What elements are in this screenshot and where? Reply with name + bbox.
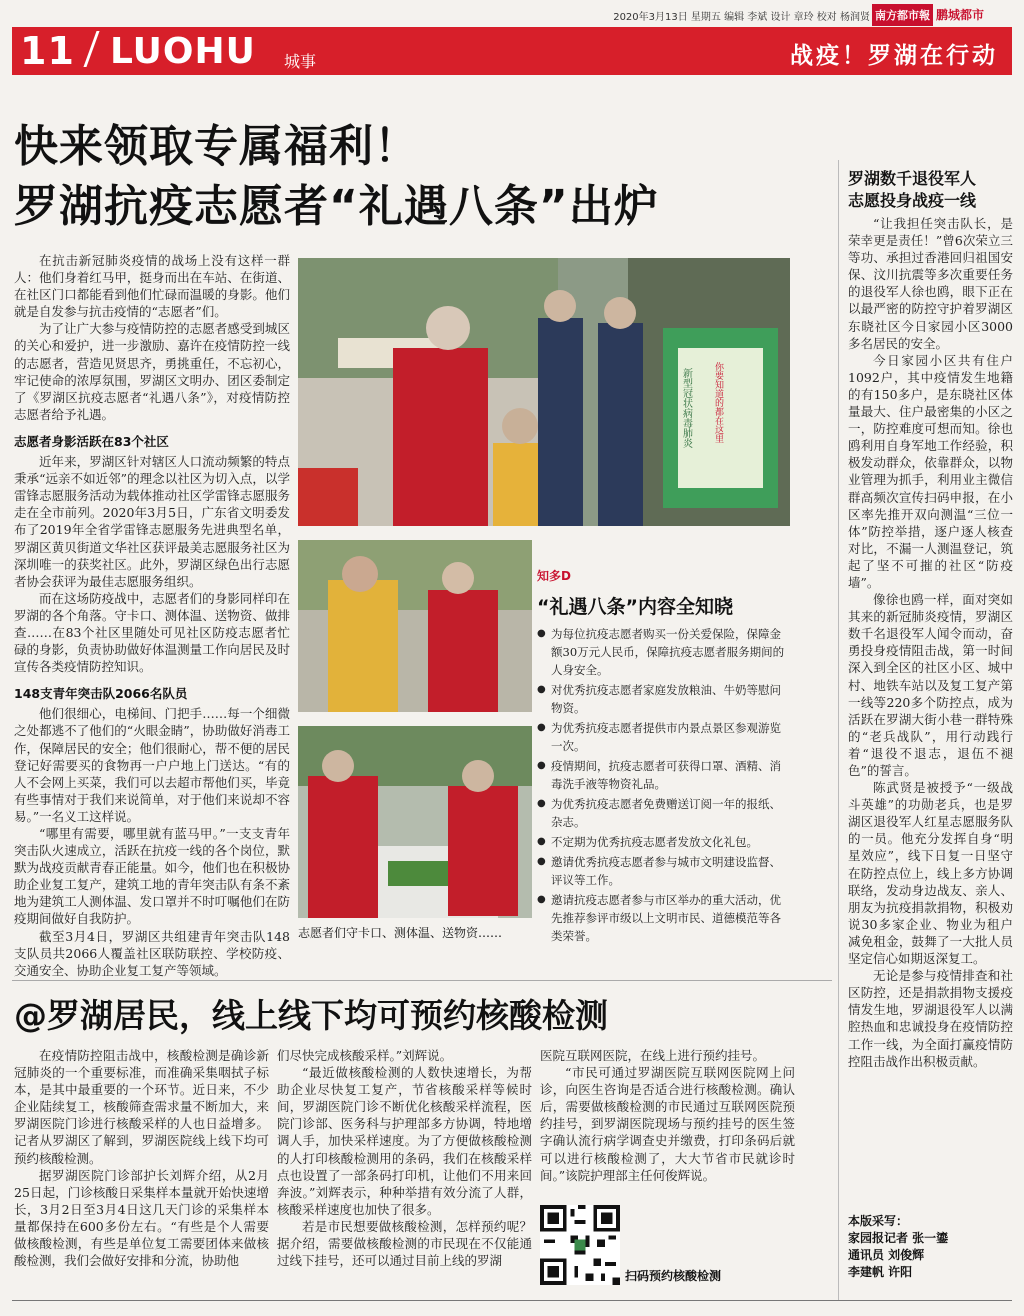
section-heading: 148支青年突击队2066名队员 [14,686,188,702]
qr-code[interactable] [540,1205,620,1285]
second-article-col1 [14,1047,269,1269]
main-article-body [14,252,290,979]
body-paragraph: “最近做核酸检测的人数快速增长，为帮助企业尽快复工复产，节省核酸采样等候时间，罗湖医院门诊不断优化核酸采样流程，医院门诊部、医务科与护理部多方协调，特地增调人手，加快采样速度。为了方便做核酸检测的人打印核酸检测用的条码，我们在核酸采样点也设置了一部条码打印机，让他们不用来回奔波。”刘辉表示，种种举措有效分流了人群，核酸采样速度也加快了很多。 [277,1065,532,1217]
know-box-title: “礼遇八条”内容全知晓 [537,596,733,618]
main-headline [14,117,814,237]
sidebar-paragraph: 无论是参与疫情排查和社区防控，还是捐款捐物支援疫情发生地，罗湖退役军人以满腔热血和忠诚投身在疫情防控工作一线，为全面打赢疫情防控阻击战作出积极贡献。 [848,968,1013,1069]
photo-supplies [298,726,532,918]
list-item: ● 对优秀抗疫志愿者家庭发放粮油、牛奶等慰问物资。 [537,681,792,717]
sidebar-divider [838,160,839,1300]
body-paragraph: 截至3月4日，罗湖区共组建青年突击队148支队员共2066人覆盖社区联防联控、学校防疫、交通安全、协助企业复工复产等领域。 [14,928,290,978]
photo-caption: 志愿者们守卡口、测体温、送物资…… [298,926,503,940]
issue-info: 2020年3月13日 星期五 编辑 李斌 设计 章玲 校对 杨润贤 [613,12,870,23]
list-item: ● 为每位抗疫志愿者购买一份关爱保险，保障金额30万元人民币，保障抗疫志愿者服务期间的人身安全。 [537,625,792,679]
list-item: ● 为优秀抗疫志愿者免费赠送订阅一年的报纸、杂志。 [537,795,792,831]
photo-delivery [298,540,532,712]
list-item: ● 为优秀抗疫志愿者提供市内景点景区参观游览一次。 [537,719,792,755]
paper-name: 南方都市報 [872,4,933,26]
sidebar-body [848,215,1013,1070]
page-bottom-rule [12,1300,1012,1301]
sidebar-title-line1: 罗湖数千退役军人 [848,169,977,188]
sidebar-paragraph: 像徐也鸥一样，面对突如其来的新冠肺炎疫情，罗湖区数千名退役军人闻令而动，奋勇投身疫情阻击战，第一时间深入到全区的社区小区、城中村、地铁车站以及复工复产第一线等220多个防控点，成为活跃在罗湖大街小巷一群特殊的“老兵战队”，用行动践行着“退役不退志，退伍不褪色”的誓言。 [848,592,1013,778]
headline-line2: 罗湖抗疫志愿者“礼遇八条”出炉 [14,181,659,232]
body-paragraph: 而在这场防疫战中，志愿者们的身影同样印在罗湖的各个角落。守卡口、测体温、送物资、做排查……在83个社区里随处可见社区防疫志愿者忙碌的身影，负责协助做好体温测量工作向居民及时宣传各类疫情防控知识。 [14,590,290,675]
list-item: ● 不定期为优秀抗疫志愿者发放文化礼包。 [537,833,792,851]
main-photo [298,258,790,526]
second-headline: @罗湖居民，线上线下均可预约核酸检测 [14,996,608,1035]
sidebar-paragraph: “让我担任突击队长，是荣幸更是责任！”曾6次荣立三等功、承担过香港回归祖国安保、汶川抗震等多次重要任务的退役军人徐也鸥，眼下正在以最严密的防控守护着罗湖区东晓社区今日家园小区3000多名居民的安全。 [848,216,1013,351]
sidebar-title-line2: 志愿投身战疫一线 [848,191,977,210]
body-paragraph: 们尽快完成核酸采样。”刘辉说。 [277,1048,453,1063]
credits [848,1213,1013,1281]
banner-slogan: 战疫！罗湖在行动 [790,43,998,69]
body-paragraph: “市民可通过罗湖医院互联网医院网上问诊，向医生咨询是否适合进行核酸检测。确认后，需要做核酸检测的市民通过互联网医院预约挂号，到罗湖医院现场与预约挂号的医生签字确认流行病学调查史并缴费，打印条码后就可以进行核酸检测了，大大节省市民就诊时间。”该院护理部主任何俊辉说。 [540,1065,795,1183]
poster-text: 新型冠状病毒肺炎 [680,368,692,448]
credits-line: 李建帆 许阳 [848,1265,913,1279]
body-paragraph: 近年来，罗湖区针对辖区人口流动频繁的特点秉承“远亲不如近邻”的理念以社区为切入点，以学雷锋志愿服务活动为载体推动社区学雷锋志愿服务走在全市前列。2020年3月5日，广东省文明委发布了2019年全省学雷锋志愿服务先进典型名单，罗湖区黄贝街道文华社区获评最美志愿服务社区为深圳唯一的获奖社区。此外，罗湖区绿色出行志愿者协会获评为最佳志愿服务组织。 [14,454,290,589]
second-article-col2 [277,1047,532,1269]
page-number: 11 [20,29,75,73]
credits-line: 家园报记者 张一鎏 [848,1231,949,1245]
article-divider [12,980,832,981]
newspaper-nameplate [872,4,1012,26]
body-paragraph: 若是市民想要做核酸检测，怎样预约呢？据介绍，需要做核酸检测的市民现在不仅能通过线下挂号，还可以通过目前上线的罗湖 [277,1218,532,1269]
body-paragraph: 医院互联网医院，在线上进行预约挂号。 [540,1048,766,1063]
second-article-col3 [540,1047,795,1184]
sidebar-paragraph: 陈武贤是被授予“一级战斗英雄”的功勋老兵，也是罗湖区退役军人红星志愿服务队的一员。他充分发挥自身“明星效应”，线下日复一日坚守在防控点位上，线上多方协调联络，发动身边战友、亲人、朋友为抗疫捐款捐物，积极劝说30多家企业、物业为租户减免租金，鼓舞了一大批人员坚定信心如期返深复工。 [848,780,1013,967]
list-item: ● 疫情期间，抗疫志愿者可获得口罩、酒精、消毒洗手液等物资礼品。 [537,757,792,793]
divider-slash [83,31,99,67]
intro-paragraph: 为了让广大参与疫情防控的志愿者感受到城区的关心和爱护，进一步激励、嘉许在疫情防控一线的志愿者，营造见贤思齐，勇挑重任，不忘初心，牢记使命的浓厚氛围，罗湖区文明办、团区委制定了《罗湖区抗疫志愿者“礼遇八条”》，对疫情防控志愿者给予礼遇。 [14,321,290,422]
intro-paragraph: 在抗击新冠肺炎疫情的战场上没有这样一群人：他们身着红马甲，挺身而出在车站、在街道、在社区门口都能看到他们忙碌而温暖的身影。他们就是自发参与抗击疫情的“志愿者”们。 [14,253,290,320]
know-box-list [537,625,792,947]
poster-text: 你要知道的都在这里 [713,362,723,443]
list-item: ● 邀请优秀抗疫志愿者参与城市文明建设监督、评议等工作。 [537,853,792,889]
edition-name: 鹏城都市 [936,8,985,22]
section-banner [12,27,1012,75]
sidebar-paragraph: 今日家园小区共有住户1092户，其中疫情发生地籍的有150多户，是东晓社区体量最大、住户最密集的小区之一，防控难度可想而知。徐也鸥利用自身军地工作经验，积极发动群众，依靠群众，以物业管理为抓手，利用业主微信群高频次宣传扫码申报，在小区率先推开双向测温“三位一体”防控举措，逐户逐人核查对比，不漏一人测温登记，筑起了坚不可摧的社区“防疫墙”。 [848,352,1013,590]
know-box-tag: 知多D [537,569,571,583]
credits-line: 通讯员 刘俊辉 [848,1248,925,1262]
body-paragraph: 他们很细心，电梯间、门把手……每一个细微之处都逃不了他们的“火眼金睛”，协助做好消毒工作，保障居民的安全；他们很耐心，帮不便的居民登记好需要买的食物再一户户地上门送达。“有的人不会网上买菜，我们可以去超市帮他们买，毕竟有些事情对于我们来说简单，对于他们来说却不容易。”一名义工这样说。 [14,706,290,824]
list-item: ● 邀请抗疫志愿者参与市区举办的重大活动，优先推荐参评市级以上文明市民、道德模范等各类荣誉。 [537,891,792,945]
section-heading: 志愿者身影活跃在83个社区 [14,433,169,449]
body-paragraph: 据罗湖医院门诊部护长刘辉介绍，从2月25日起，门诊核酸日采集样本量就开始快速增长，3月2日至3月4日这几天门诊的采集样本量都保持在600多份左右。“有些是个人需要做核酸检测，有些是单位复工需要团体来做核酸检测，我们会做好安排和分流，协助他 [14,1167,269,1269]
headline-line1: 快来领取专属福利！ [14,121,419,172]
district-name: LUOHU [110,31,256,72]
qr-caption: 扫码预约核酸检测 [625,1269,722,1283]
credits-label: 本版采写： [848,1214,909,1228]
sidebar-title [848,168,1013,212]
column-name: 城事 [284,52,317,71]
body-paragraph: 在疫情防控阻击战中，核酸检测是确诊新冠肺炎的一个重要标准，而准确采集咽拭子标本，是其中最重要的一个环节。近日来，不少企业陆续复工，核酸筛查需求量不断加大，来罗湖医院门诊进行核酸采样的人也日益增多。记者从罗湖区了解到，罗湖医院线上线下均可预约核酸检测。 [14,1048,269,1166]
body-paragraph: “哪里有需要，哪里就有蓝马甲。”一支支青年突击队火速成立，活跃在抗疫一线的各个岗位，默默为战疫贡献青春正能量。如今，他们也在积极协助企业复工复产，建筑工地的青年突击队有条不紊地为建筑工人测体温、发口罩并不时叮嘱他们在防疫期间做好自我防护。 [14,826,290,927]
